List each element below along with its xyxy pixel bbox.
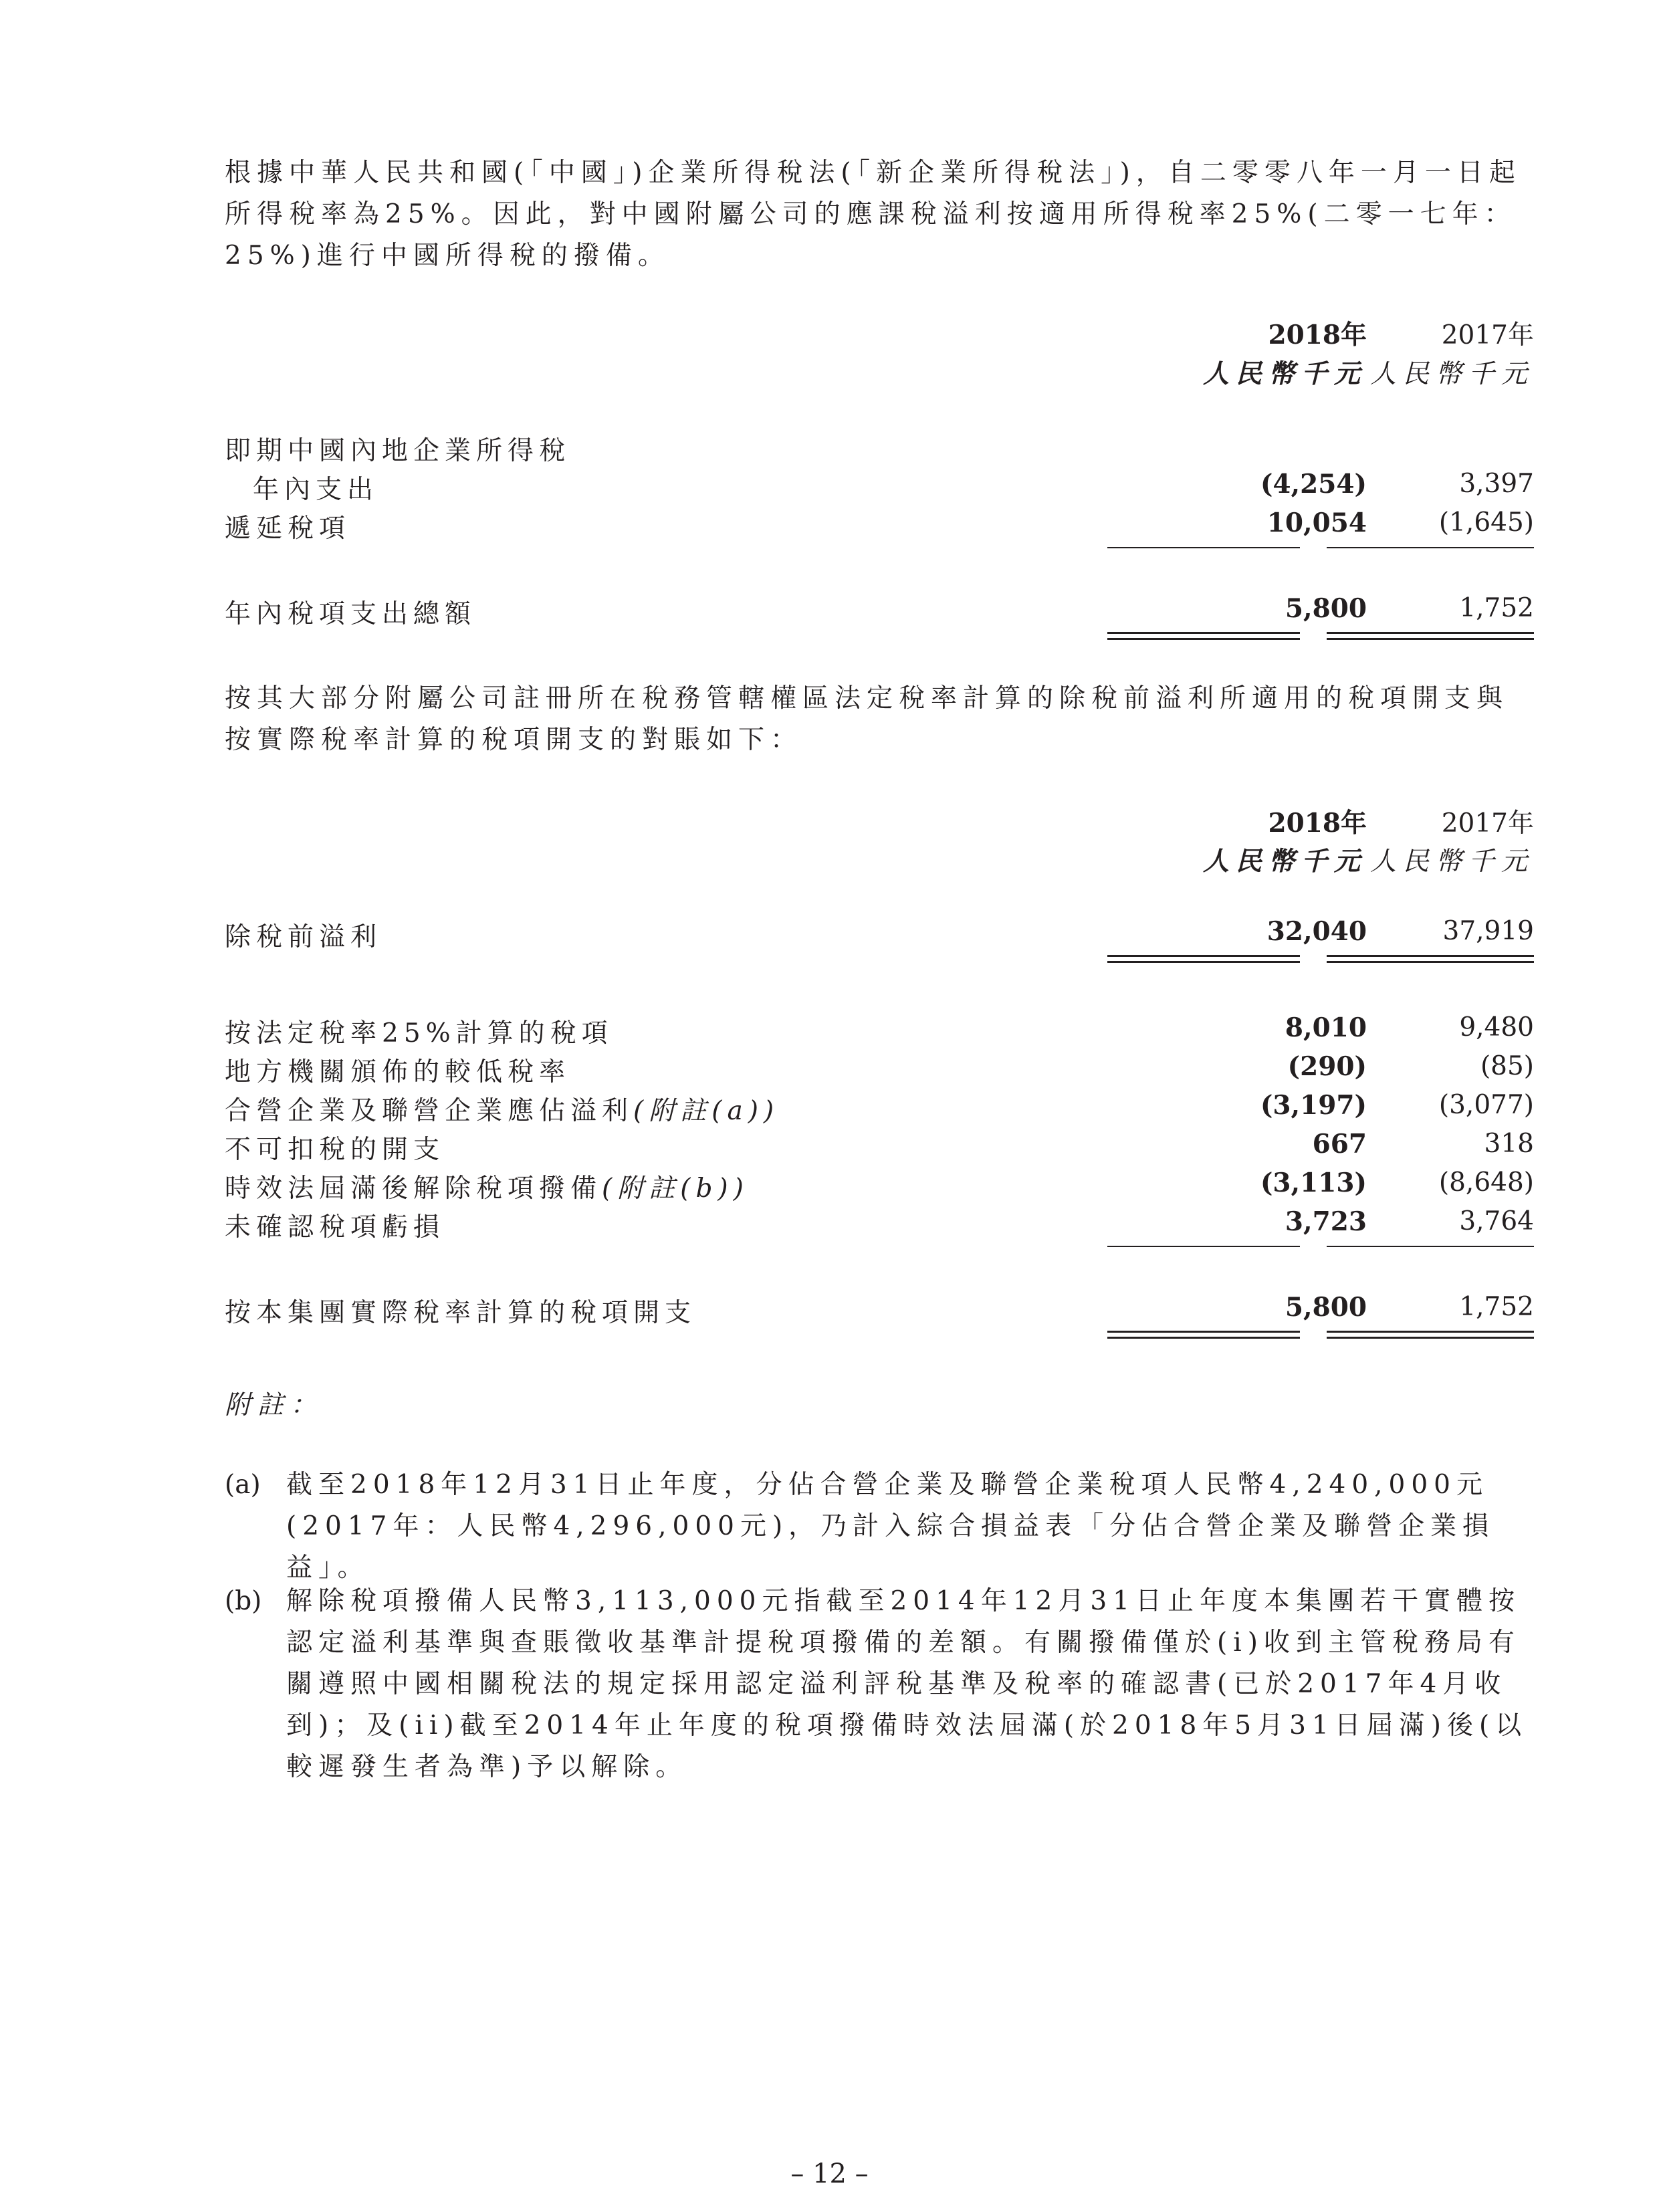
row-label: 年內支出: [253, 475, 379, 505]
header-year-2017: 2017年: [1441, 320, 1534, 350]
subtotal-rule: [1107, 547, 1300, 548]
value-2017: 37,919: [1442, 916, 1534, 946]
header-unit-2018: 人民幣千元: [1202, 846, 1367, 877]
table-row: [225, 1051, 1535, 1093]
value-2017: 1,752: [1459, 593, 1534, 623]
header-unit-2017: 人民幣千元: [1369, 847, 1534, 877]
note-text: 解除稅項撥備人民幣3,113,000元指截至2014年12月31日止年度本集團若干實體按認定溢利基準與查賬徵收基準計提稅項撥備的差額。有關撥備僅於(i)收到主管稅務局有關遵照中國相關稅法的規定採用認定溢利評稅基準及稅率的確認書(已於2017年4月收到)；及(ii)截至2014年止年度的稅項撥備時效法屆滿(於2018年5月31日屆滿)後(以較遲發生者為準)予以解除。: [286, 1586, 1528, 1782]
total-double-rule: [1107, 1331, 1300, 1339]
total-double-rule: [1327, 955, 1534, 963]
value-2018: 667: [1312, 1129, 1367, 1159]
value-2018: (3,197): [1260, 1090, 1367, 1121]
total-double-rule: [1327, 632, 1534, 640]
table-row: [225, 469, 1535, 510]
table-row: [225, 1090, 1535, 1131]
row-label: 地方機關頒佈的較低稅率: [225, 1057, 571, 1087]
row-label: 按法定稅率25%計算的稅項: [225, 1018, 613, 1048]
value-2017: (3,077): [1438, 1090, 1534, 1120]
row-label: 按本集團實際稅率計算的稅項開支: [225, 1298, 697, 1328]
table-row: [225, 1206, 1535, 1248]
intro-paragraph: 根據中華人民共和國(「中國」)企業所得稅法(「新企業所得稅法」)，自二零零八年一月一日起所得稅率為25%。因此，對中國附屬公司的應課稅溢利按適用所得稅率25%(二零一七年：25%)進行中國所得稅的撥備。: [225, 158, 1521, 271]
header-unit-2017: 人民幣千元: [1369, 359, 1534, 389]
value-2017: (1,645): [1438, 508, 1534, 538]
header-year-2017: 2017年: [1441, 808, 1534, 839]
value-2017: 3,397: [1459, 469, 1534, 499]
row-label: 即期中國內地企業所得稅: [225, 436, 571, 466]
notes-title: 附註：: [225, 1390, 324, 1420]
subtotal-rule: [1327, 547, 1534, 548]
value-2017: (85): [1480, 1051, 1534, 1081]
row-label: 時效法屆滿後解除稅項撥備: [225, 1174, 602, 1204]
header-year-2018: 2018年: [1268, 320, 1367, 350]
note-tag: (b): [225, 1586, 262, 1616]
value-2018: 8,010: [1285, 1012, 1367, 1043]
value-2017: 9,480: [1459, 1012, 1534, 1042]
row-label: 除稅前溢利: [225, 922, 382, 952]
table-row: [225, 1168, 1535, 1209]
value-2017: 1,752: [1459, 1292, 1534, 1322]
value-2017: (8,648): [1438, 1168, 1534, 1198]
header-unit-2018: 人民幣千元: [1202, 358, 1367, 389]
note-text: 截至2018年12月31日止年度，分佔合營企業及聯營企業稅項人民幣4,240,000元(2017年：人民幣4,296,000元)，乃計入綜合損益表「分佔合營企業及聯營企業損益」。: [286, 1470, 1495, 1583]
total-row: [225, 593, 1535, 635]
row-label: 遞延稅項: [225, 514, 351, 544]
reconciliation-paragraph: 按其大部分附屬公司註冊所在稅務管轄權區法定稅率計算的除稅前溢利所適用的稅項開支與按實際稅率計算的稅項開支的對賬如下：: [225, 683, 1509, 755]
value-2018: 5,800: [1285, 1292, 1367, 1323]
row-label-with-note: [225, 1168, 749, 1205]
note-reference: (附註(b)): [602, 1174, 749, 1204]
table-row: [225, 430, 1535, 471]
row-label: 不可扣稅的開支: [225, 1135, 445, 1165]
value-2018: (290): [1287, 1051, 1367, 1082]
total-double-rule: [1327, 1331, 1534, 1339]
total-double-rule: [1107, 955, 1300, 963]
subtotal-rule: [1327, 1246, 1534, 1247]
subtotal-rule: [1107, 1246, 1300, 1247]
value-2018: (4,254): [1260, 469, 1367, 500]
value-2018: 3,723: [1285, 1206, 1367, 1237]
profit-before-tax-row: [225, 916, 1535, 958]
value-2018: (3,113): [1260, 1168, 1367, 1198]
value-2018: 10,054: [1266, 508, 1367, 538]
total-double-rule: [1107, 632, 1300, 640]
value-2018: 32,040: [1266, 916, 1367, 947]
table-row: [225, 1129, 1535, 1170]
value-2017: 318: [1484, 1129, 1534, 1159]
header-year-2018: 2018年: [1268, 808, 1367, 839]
row-label: 年內稅項支出總額: [225, 599, 477, 629]
table-row: [225, 508, 1535, 549]
note-tag: (a): [225, 1470, 261, 1500]
row-label-with-note: [225, 1090, 779, 1127]
table-row: [225, 1012, 1535, 1054]
row-label: 未確認稅項虧損: [225, 1212, 445, 1242]
value-2018: 5,800: [1285, 593, 1367, 624]
value-2017: 3,764: [1459, 1206, 1534, 1236]
note-reference: (附註(a)): [633, 1096, 780, 1126]
total-row: [225, 1292, 1535, 1333]
page-number: – 12 –: [790, 2159, 869, 2189]
row-label: 合營企業及聯營企業應佔溢利: [225, 1096, 634, 1126]
